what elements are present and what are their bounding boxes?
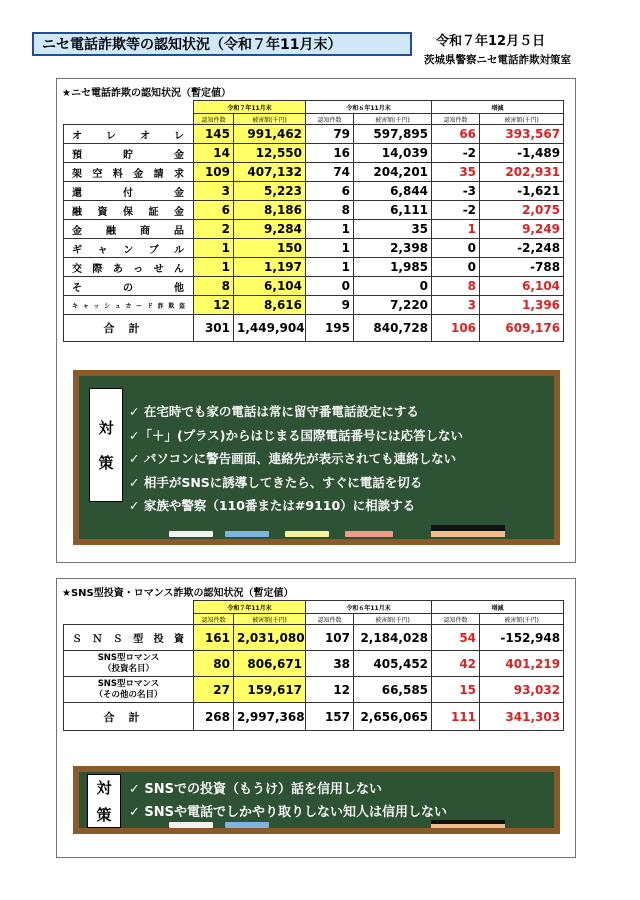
countermeasure-item: ✓ SNSや電話でしかやり取りしない知人は信用しない — [129, 805, 448, 820]
cell-cd: 0 — [432, 239, 480, 258]
cell-cd: 3 — [432, 296, 480, 315]
cell-d25: 150 — [234, 239, 306, 258]
cell-d25: 2,031,080 — [234, 625, 306, 651]
cell-dd: 401,219 — [480, 651, 564, 677]
countermeasure-item: ✓ パソコンに警告画面、連絡先が表示されても連絡しない — [129, 451, 457, 466]
cell-d24: 0 — [354, 277, 432, 296]
cell-cd: 54 — [432, 625, 480, 651]
subheader: 認知件数 — [432, 114, 480, 125]
cell-d24: 14,039 — [354, 144, 432, 163]
row-label: その他 — [64, 277, 194, 296]
table2-title: ★SNS型投資・ロマンス詐欺の認知状況（暫定値） — [62, 588, 294, 599]
cell-dd: 9,249 — [480, 220, 564, 239]
table-row — [64, 220, 564, 239]
subheader: 被害額(千円) — [354, 614, 432, 625]
label-char: 策 — [96, 806, 112, 824]
cell-cd: 1 — [432, 220, 480, 239]
group-header: 令和６年11月末 — [306, 601, 432, 614]
cell-cd: 42 — [432, 651, 480, 677]
subheader: 認知件数 — [194, 614, 234, 625]
row-label: 預貯金 — [64, 144, 194, 163]
publish-date: 令和７年12月５日 — [436, 34, 546, 49]
total-c25: 268 — [194, 703, 234, 731]
subheader: 認知件数 — [194, 114, 234, 125]
cell-cd: -3 — [432, 182, 480, 201]
cell-cd: 66 — [432, 125, 480, 144]
cell-cd: 35 — [432, 163, 480, 182]
cell-c24: 1 — [306, 220, 354, 239]
subheader: 被害額(千円) — [480, 114, 564, 125]
cell-c24: 1 — [306, 258, 354, 277]
cell-c25: 145 — [194, 125, 234, 144]
cell-c24: 16 — [306, 144, 354, 163]
countermeasure-board — [73, 370, 560, 545]
cell-dd: 1,396 — [480, 296, 564, 315]
chalk-yellow — [285, 531, 329, 537]
chalk-white — [169, 822, 213, 828]
cell-cd: 15 — [432, 677, 480, 703]
cell-c24: 107 — [306, 625, 354, 651]
cell-d25: 12,550 — [234, 144, 306, 163]
row-label-sub: （その他の名目） — [94, 689, 163, 700]
cell-dd: -2,248 — [480, 239, 564, 258]
cell-d24: 7,220 — [354, 296, 432, 315]
cell-dd: 93,032 — [480, 677, 564, 703]
cell-c25: 109 — [194, 163, 234, 182]
eraser-icon — [431, 525, 505, 537]
countermeasure-label — [87, 774, 121, 828]
row-label — [64, 677, 194, 703]
cell-d25: 9,284 — [234, 220, 306, 239]
cell-d24: 6,844 — [354, 182, 432, 201]
cell-c24: 74 — [306, 163, 354, 182]
total-dd: 341,303 — [480, 703, 564, 731]
row-label: 交際あっせん — [64, 258, 194, 277]
group-header: 増減 — [432, 101, 564, 114]
table-row — [64, 625, 564, 651]
sns-countermeasure-board — [73, 766, 560, 834]
cell-d25: 8,616 — [234, 296, 306, 315]
department-name: 茨城県警察ニセ電話詐欺対策室 — [424, 54, 571, 66]
countermeasure-item: ✓ SNSでの投資（もうけ）話を信用しない — [129, 782, 383, 797]
cell-dd: -1,489 — [480, 144, 564, 163]
row-label: オレオレ — [64, 125, 194, 144]
sns-fraud-table — [63, 600, 564, 731]
cell-d24: 405,452 — [354, 651, 432, 677]
row-label-main: SNS型ロマンス — [97, 652, 160, 663]
subheader: 被害額(千円) — [234, 614, 306, 625]
cell-dd: 202,931 — [480, 163, 564, 182]
total-label: 合計 — [64, 315, 194, 342]
chalk-blue — [225, 531, 269, 537]
cell-c25: 27 — [194, 677, 234, 703]
cell-d24: 1,985 — [354, 258, 432, 277]
cell-c25: 6 — [194, 201, 234, 220]
cell-c24: 0 — [306, 277, 354, 296]
subheader: 認知件数 — [306, 614, 354, 625]
label-char: 対 — [96, 779, 112, 797]
table-row — [64, 239, 564, 258]
row-label: ギャンブル — [64, 239, 194, 258]
total-dd: 609,176 — [480, 315, 564, 342]
total-c24: 157 — [306, 703, 354, 731]
cell-d25: 5,223 — [234, 182, 306, 201]
table-row — [64, 163, 564, 182]
cell-d25: 159,617 — [234, 677, 306, 703]
cell-c24: 1 — [306, 239, 354, 258]
page-title — [32, 32, 412, 56]
cell-cd: 8 — [432, 277, 480, 296]
total-label: 合計 — [64, 703, 194, 731]
cell-cd: -2 — [432, 144, 480, 163]
cell-c24: 79 — [306, 125, 354, 144]
chalk-white — [169, 531, 213, 537]
countermeasure-item: ✓ 相手がSNSに誘導してきたら、すぐに電話を切る — [129, 474, 423, 490]
table-row — [64, 258, 564, 277]
cell-d24: 204,201 — [354, 163, 432, 182]
total-d24: 2,656,065 — [354, 703, 432, 731]
total-d24: 840,728 — [354, 315, 432, 342]
total-c25: 301 — [194, 315, 234, 342]
cell-c25: 1 — [194, 239, 234, 258]
row-label: キャッシュカード詐欺盗 — [64, 296, 194, 315]
cell-dd: 2,075 — [480, 201, 564, 220]
group-header: 令和７年11月末 — [194, 101, 306, 114]
row-label: 融資保証金 — [64, 201, 194, 220]
cell-dd: 6,104 — [480, 277, 564, 296]
cell-c25: 3 — [194, 182, 234, 201]
cell-c25: 14 — [194, 144, 234, 163]
subheader: 認知件数 — [432, 614, 480, 625]
cell-d24: 66,585 — [354, 677, 432, 703]
header-corner — [64, 601, 194, 625]
subheader: 被害額(千円) — [480, 614, 564, 625]
cell-d24: 6,111 — [354, 201, 432, 220]
row-label: 架空料金請求 — [64, 163, 194, 182]
eraser-icon — [431, 820, 505, 828]
total-cd: 106 — [432, 315, 480, 342]
cell-c24: 9 — [306, 296, 354, 315]
table1-title: ★ニセ電話詐欺の認知状況（暫定値） — [62, 88, 231, 99]
header-corner — [64, 101, 194, 125]
total-cd: 111 — [432, 703, 480, 731]
row-label-sub: （投資名目） — [102, 663, 154, 674]
cell-c25: 80 — [194, 651, 234, 677]
subheader: 被害額(千円) — [354, 114, 432, 125]
cell-d24: 35 — [354, 220, 432, 239]
label-char: 対 — [98, 419, 114, 437]
cell-d25: 1,197 — [234, 258, 306, 277]
cell-c25: 1 — [194, 258, 234, 277]
row-label: 還付金 — [64, 182, 194, 201]
total-row — [64, 703, 564, 731]
countermeasure-item: ✓ 家族や警察（110番または#9110）に相談する — [129, 498, 416, 513]
cell-dd: -152,948 — [480, 625, 564, 651]
page-title-text: ニセ電話詐欺等の認知状況（令和７年11月末） — [42, 37, 342, 53]
table-row — [64, 182, 564, 201]
cell-c25: 8 — [194, 277, 234, 296]
group-header: 令和６年11月末 — [306, 101, 432, 114]
row-label: ＳＮＳ型投資 — [64, 625, 194, 651]
total-row — [64, 315, 564, 342]
countermeasure-label — [89, 388, 123, 502]
cell-d25: 991,462 — [234, 125, 306, 144]
countermeasure-list — [129, 400, 463, 518]
table-row — [64, 296, 564, 315]
row-label — [64, 651, 194, 677]
cell-dd: 393,567 — [480, 125, 564, 144]
group-header: 増減 — [432, 601, 564, 614]
table-row — [64, 277, 564, 296]
chalk-red — [345, 531, 393, 537]
countermeasure-item: ✓「＋」(プラス)からはじまる国際電話番号には応答しない — [129, 427, 464, 443]
cell-d25: 8,186 — [234, 201, 306, 220]
cell-d24: 2,398 — [354, 239, 432, 258]
cell-d25: 407,132 — [234, 163, 306, 182]
row-label-main: SNS型ロマンス — [97, 678, 160, 689]
total-d25: 2,997,368 — [234, 703, 306, 731]
label-char: 策 — [98, 454, 114, 472]
cell-cd: -2 — [432, 201, 480, 220]
total-c24: 195 — [306, 315, 354, 342]
countermeasure-list — [129, 778, 447, 824]
cell-cd: 0 — [432, 258, 480, 277]
group-header: 令和７年11月末 — [194, 601, 306, 614]
cell-c24: 6 — [306, 182, 354, 201]
table-row — [64, 125, 564, 144]
table-row — [64, 651, 564, 677]
cell-c25: 161 — [194, 625, 234, 651]
cell-c24: 8 — [306, 201, 354, 220]
cell-c24: 12 — [306, 677, 354, 703]
subheader: 認知件数 — [306, 114, 354, 125]
cell-d24: 597,895 — [354, 125, 432, 144]
cell-d24: 2,184,028 — [354, 625, 432, 651]
cell-c25: 12 — [194, 296, 234, 315]
cell-c25: 2 — [194, 220, 234, 239]
subheader: 被害額(千円) — [234, 114, 306, 125]
row-label: 金融商品 — [64, 220, 194, 239]
table-row — [64, 677, 564, 703]
table-row — [64, 144, 564, 163]
cell-d25: 6,104 — [234, 277, 306, 296]
table-row — [64, 201, 564, 220]
chalk-blue — [225, 822, 269, 828]
total-d25: 1,449,904 — [234, 315, 306, 342]
fraud-status-table — [63, 100, 564, 342]
cell-dd: -788 — [480, 258, 564, 277]
cell-dd: -1,621 — [480, 182, 564, 201]
countermeasure-item: ✓ 在宅時でも家の電話は常に留守番電話設定にする — [129, 404, 419, 419]
cell-d25: 806,671 — [234, 651, 306, 677]
cell-c24: 38 — [306, 651, 354, 677]
